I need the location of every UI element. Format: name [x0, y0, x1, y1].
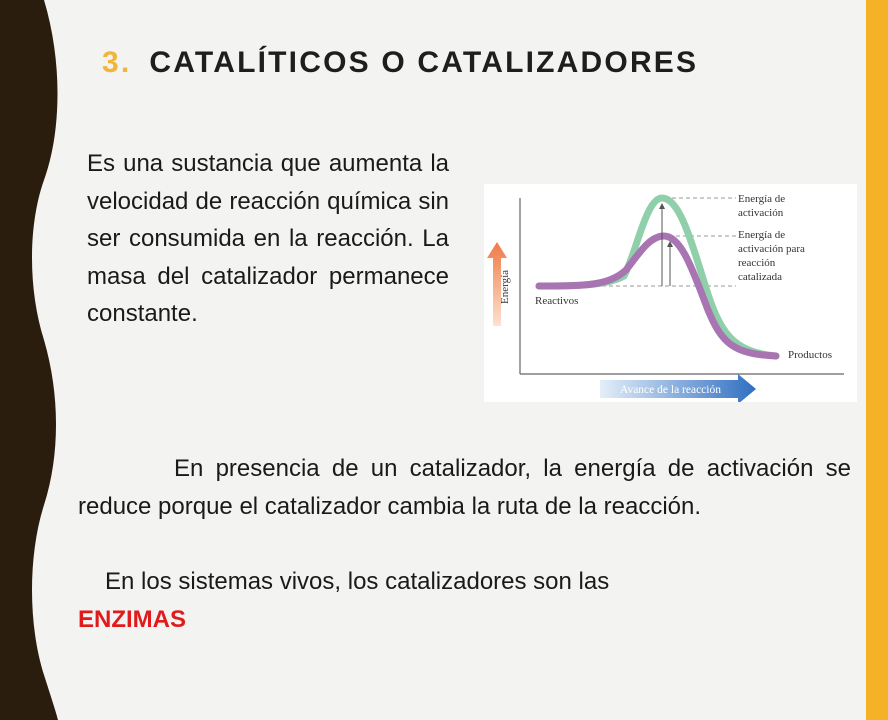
catalyzed-activation-label-line-1: Energía de	[738, 229, 786, 241]
definition-paragraph: Es una sustancia que aumenta la velocidad de reacción química sin ser consumida en la reacción. La masa del catalizador permanece constante.	[87, 150, 449, 327]
svg-text:Energía de activación pa	[738, 229, 808, 283]
catalyst-effect-paragraph: En presencia de un catalizador, la energía de activación se reduce porque el catalizador cambia la ruta de la reacción.	[78, 455, 851, 520]
title-text: CATALÍTICOS O CATALIZADORES	[149, 46, 699, 79]
activation-energy-diagram	[484, 184, 857, 402]
energy-axis-label: Energía	[499, 269, 511, 304]
reaction-progress-label: Avance de la reacción	[620, 384, 721, 396]
right-accent-band	[866, 0, 888, 720]
catalyzed-activation-label-line-3: reacción	[738, 257, 776, 269]
activation-energy-label-line-1: Energía de	[738, 193, 786, 205]
left-wavy-border	[0, 0, 70, 720]
slide-title	[102, 46, 698, 80]
catalyzed-activation-label-line-2: activación para	[738, 243, 805, 255]
products-label: Productos	[788, 349, 832, 361]
catalyzed-activation-label-line-4: catalizada	[738, 271, 782, 283]
enzymes-paragraph	[78, 563, 851, 638]
left-band-shape	[0, 0, 58, 720]
title-number: 3.	[102, 46, 132, 79]
enzymes-highlight: ENZIMAS	[78, 605, 186, 633]
enzymes-paragraph-text: En los sistemas vivos, los catalizadores son las	[105, 568, 610, 595]
svg-text:Energía de activación	[738, 193, 788, 219]
reactants-label: Reactivos	[535, 295, 579, 307]
activation-energy-label-line-2: activación	[738, 207, 784, 219]
